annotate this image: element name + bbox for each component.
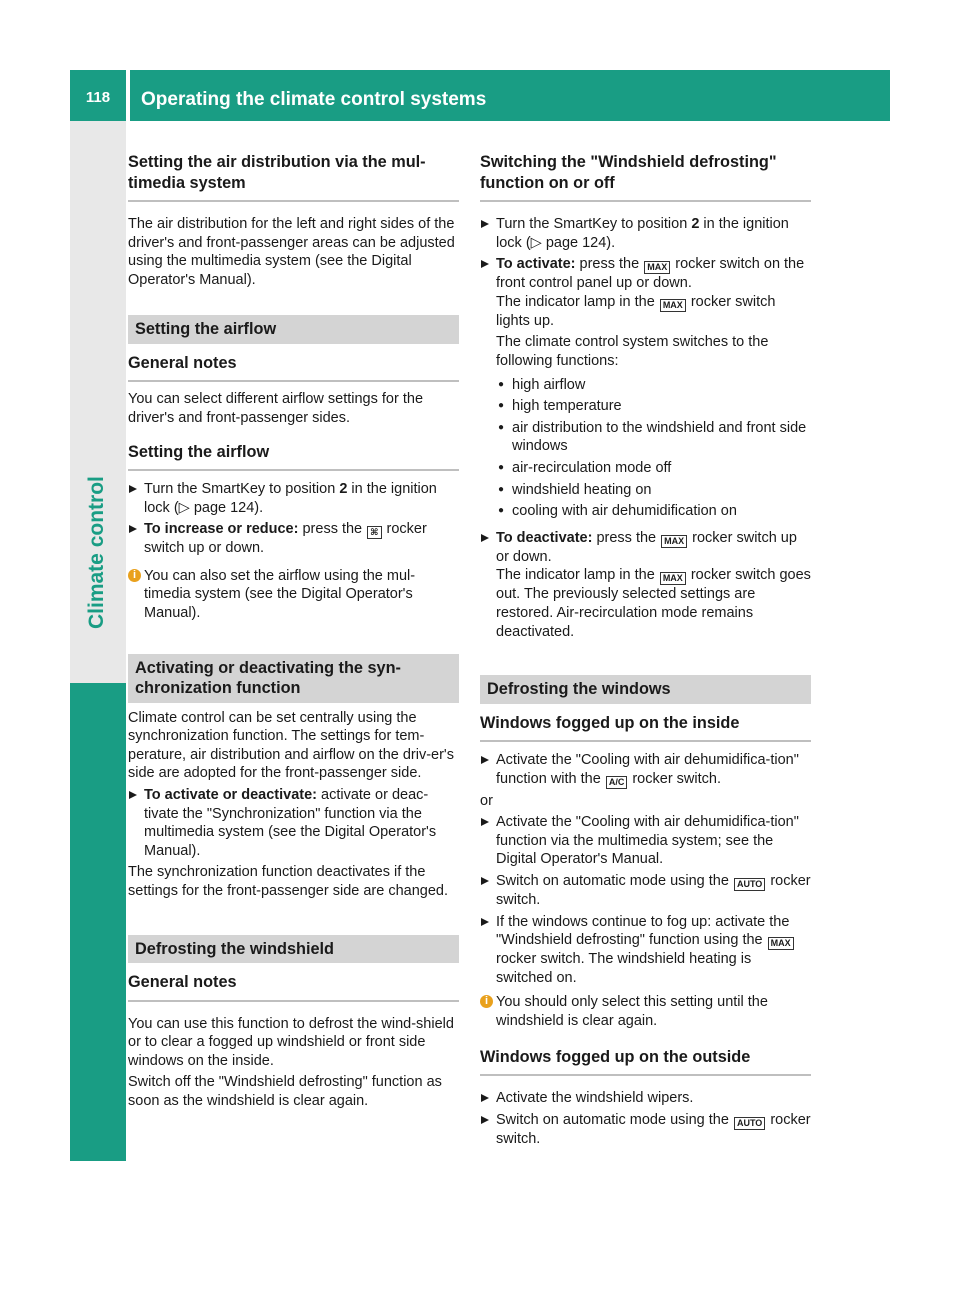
step-label: To deactivate: <box>496 529 593 546</box>
step-item <box>480 913 811 988</box>
step-text: rocker switch on the front control panel up or down. <box>496 256 805 292</box>
arrow-icon <box>481 756 489 764</box>
arrow-icon <box>129 791 137 799</box>
chapter-marker <box>70 683 126 1161</box>
section-heading: Switching the "Windshield defrosting" function on or off <box>480 152 811 202</box>
step-item <box>480 215 811 252</box>
right-column <box>480 152 811 1148</box>
paragraph: Climate control can be set centrally using the synchronization function. The settings for tem-perature, air distribution and airflow on the driv-er's side are adopted for the front-passenger side. <box>128 709 454 782</box>
bullet-list <box>496 376 811 521</box>
bullet-icon: ● <box>498 483 505 495</box>
step-item <box>128 786 459 860</box>
arrow-icon <box>481 818 489 826</box>
step-text: press the <box>592 529 661 546</box>
section-band: Defrosting the windshield <box>128 935 459 964</box>
windshield-defrost-icon: MAX <box>768 937 794 950</box>
step-text: rocker switch lights up. <box>496 293 776 329</box>
arrow-icon <box>481 877 489 885</box>
step-item <box>480 751 811 789</box>
list-item <box>496 376 811 395</box>
chapter-title: Climate control <box>85 476 108 630</box>
list-item <box>496 397 811 416</box>
step-text: The indicator lamp in the <box>496 567 659 584</box>
step-item <box>480 1089 811 1108</box>
windshield-defrost-icon: MAX <box>644 261 670 274</box>
bullet-text: air-recirculation mode off <box>512 459 672 476</box>
subheading: Windows fogged up on the outside <box>480 1047 811 1077</box>
bullet-icon: ● <box>498 505 505 517</box>
subheading: General notes <box>128 353 459 383</box>
step-item <box>480 872 811 910</box>
step-text: Activate the "Cooling with air dehumidifica-tion" function via the multimedia system; see the Digital Operator's Manual. <box>496 814 799 868</box>
arrow-icon <box>129 525 137 533</box>
step-text: rocker switch. <box>496 1111 811 1147</box>
list-item <box>496 502 811 521</box>
step-text: rocker switch up or down. <box>144 521 427 557</box>
step-text: Activate the windshield wipers. <box>496 1090 694 1107</box>
step-text: press the <box>575 256 644 273</box>
section-band: Defrosting the windows <box>480 675 811 704</box>
page-title: Operating the climate control systems <box>141 89 487 110</box>
step-text: rocker switch up or down. <box>496 529 797 565</box>
bullet-text: cooling with air dehumidification on <box>512 503 737 520</box>
step-text: If the windows continue to fog up: activate the "Windshield defrosting" function using the <box>496 913 790 949</box>
windshield-defrost-icon: MAX <box>661 535 687 548</box>
bullet-icon: ● <box>498 400 505 412</box>
step-item <box>128 520 459 558</box>
list-item <box>496 459 811 478</box>
bullet-text: high airflow <box>512 376 586 393</box>
step-text: in the ignition lock (▷ page 124). <box>496 216 789 251</box>
subheading: Setting the airflow <box>128 442 459 472</box>
header-divider <box>126 70 130 121</box>
arrow-icon <box>481 220 489 228</box>
step-text: Switch on automatic mode using the <box>496 873 733 890</box>
arrow-icon <box>481 918 489 926</box>
step-label: To activate or deactivate: <box>144 787 317 803</box>
bullet-text: air distribution to the windshield and front side windows <box>512 419 807 455</box>
step-text: The indicator lamp in the <box>496 293 659 310</box>
bullet-icon: ● <box>498 421 505 433</box>
arrow-icon <box>481 534 489 542</box>
info-icon: i <box>480 995 493 1008</box>
auto-icon: AUTO <box>734 1117 765 1130</box>
step-item <box>480 1111 811 1149</box>
paragraph: You can use this function to defrost the wind-shield or to clear a fogged up windshield or front side windows on the inside. <box>128 1015 454 1069</box>
step-text: Activate the "Cooling with air dehumidifica-tion" function with the <box>496 752 799 787</box>
step-text: Turn the SmartKey to position <box>144 481 340 498</box>
subheading: General notes <box>128 972 459 1002</box>
windshield-defrost-icon: MAX <box>660 572 686 585</box>
bullet-text: high temperature <box>512 398 622 415</box>
page-number: 118 <box>85 89 111 106</box>
list-item <box>496 481 811 500</box>
step-text: rocker switch goes out. The previously selected settings are restored. Air-recirculation mode remains deactivated. <box>496 567 811 640</box>
step-text: Turn the SmartKey to position <box>496 216 692 232</box>
bullet-icon: ● <box>498 378 505 390</box>
step-text: in the ignition lock (▷ page 124). <box>144 481 437 516</box>
arrow-icon <box>481 1116 489 1124</box>
paragraph: You can select different airflow settings for the driver's and front-passenger sides. <box>128 391 424 426</box>
step-label: To activate: <box>496 256 576 273</box>
step-item <box>480 529 811 641</box>
arrow-icon <box>129 485 137 493</box>
paragraph: Switch off the "Windshield defrosting" function as soon as the windshield is clear again. <box>128 1074 442 1109</box>
step-text: rocker switch. The windshield heating is switched on. <box>496 951 752 986</box>
step-bold: 2 <box>339 481 348 498</box>
step-item <box>128 480 459 517</box>
arrow-icon <box>481 1094 489 1102</box>
step-text: rocker switch. <box>628 770 721 787</box>
paragraph: The air distribution for the left and right sides of the driver's and front-passenger areas can be adjusted using the multimedia system (see the Digital Operator's Manual). <box>128 216 455 288</box>
info-note <box>480 993 811 1030</box>
bullet-text: windshield heating on <box>512 481 652 498</box>
list-item <box>496 419 811 456</box>
left-column <box>128 152 459 1111</box>
step-label: To increase or reduce: <box>144 521 299 538</box>
subheading: Windows fogged up on the inside <box>480 713 811 743</box>
info-text: You can also set the airflow using the mul-timedia system (see the Digital Operator's Manual). <box>144 567 416 622</box>
step-text: Switch on automatic mode using the <box>496 1111 733 1128</box>
step-item <box>480 813 811 869</box>
auto-icon: AUTO <box>734 878 765 891</box>
bullet-icon: ● <box>498 461 505 473</box>
section-band: Setting the airflow <box>128 315 459 344</box>
paragraph: The synchronization function deactivates if the settings for the front-passenger side are changed. <box>128 864 448 899</box>
section-band: Activating or deactivating the syn-chronization function <box>128 654 459 703</box>
info-text: You should only select this setting until the windshield is clear again. <box>496 994 768 1030</box>
info-icon: i <box>128 569 141 582</box>
section-heading: Setting the air distribution via the mul-timedia system <box>128 152 459 202</box>
step-bold: 2 <box>691 216 700 232</box>
fan-icon: ⌘ <box>367 526 381 539</box>
arrow-icon <box>481 260 489 268</box>
info-note <box>128 567 459 623</box>
step-text: press the <box>298 521 367 538</box>
step-text: activate or deac-tivate the "Synchronization" function via the multimedia system (see the Digital Operator's Manual). <box>144 787 437 859</box>
ac-icon: A/C <box>606 776 628 789</box>
step-text: The climate control system switches to the following functions: <box>496 334 769 369</box>
windshield-defrost-icon: MAX <box>660 299 686 312</box>
step-item <box>480 255 811 521</box>
or-text: or <box>480 792 493 809</box>
step-text: rocker switch. <box>496 873 811 909</box>
